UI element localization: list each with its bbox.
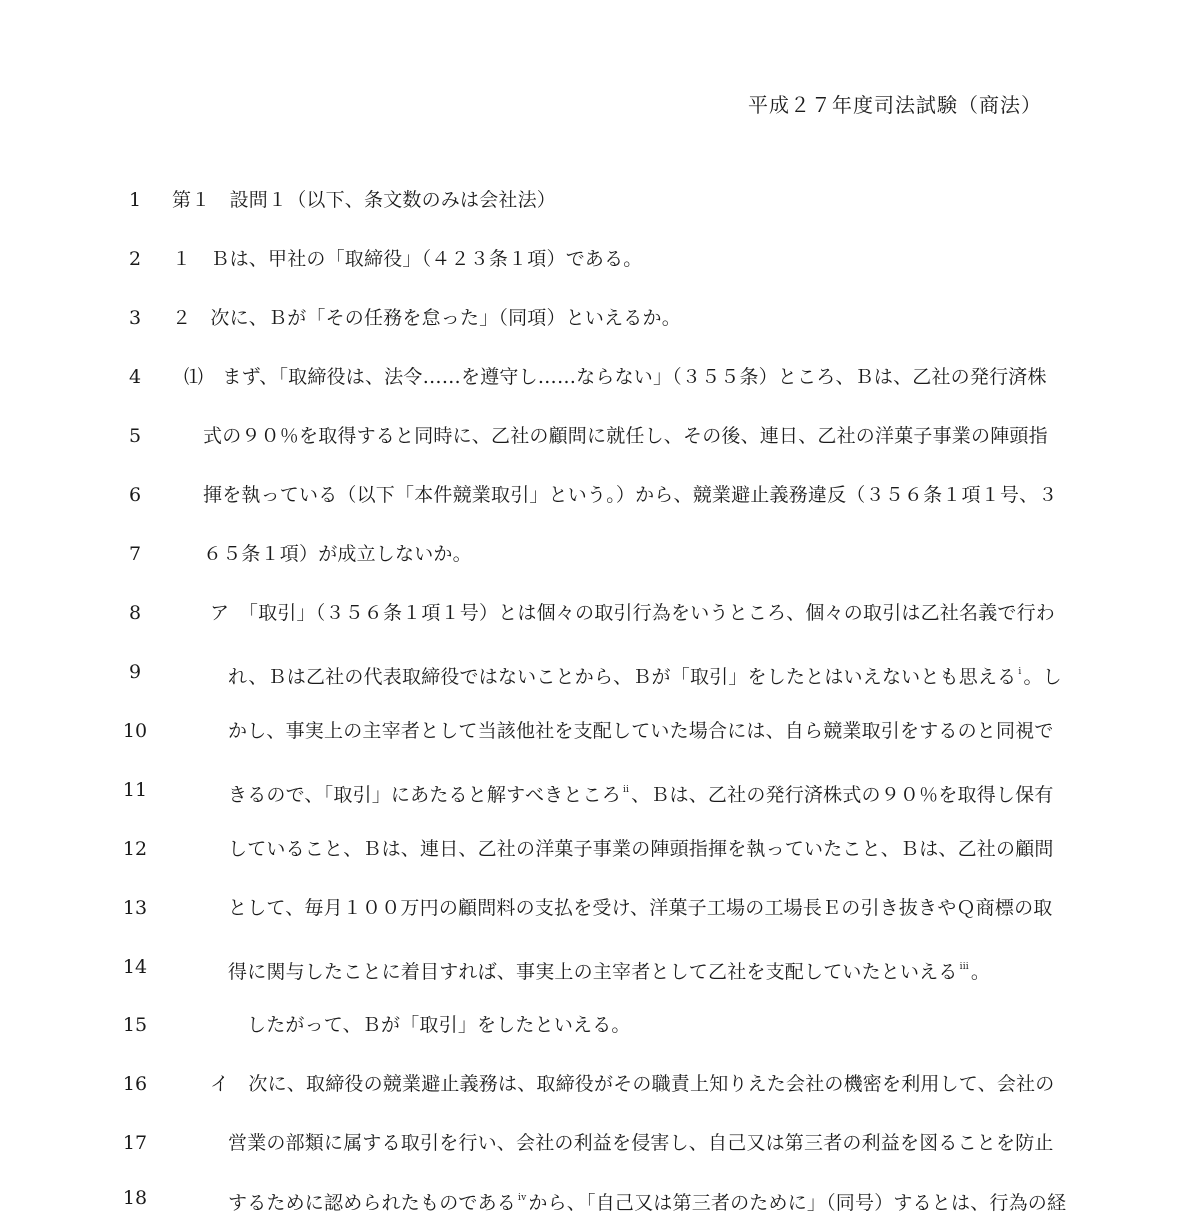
line-text (228, 1183, 1066, 1218)
line-text (228, 775, 1054, 810)
line-number: 8 (128, 602, 142, 624)
line-text: かし、事実上の主宰者として当該他社を支配していた場合には、自ら競業取引をするのと同視で (228, 720, 1054, 742)
line-number: 11 (122, 779, 148, 801)
text-line (0, 716, 1200, 746)
line-text-after: 。 (970, 961, 991, 983)
line-text: 式の９０％を取得すると同時に、乙社の顧問に就任し、その後、連日、乙社の洋菓子事業の陣頭指 (203, 425, 1048, 447)
line-number: 9 (128, 661, 142, 683)
text-line (0, 598, 1200, 628)
footnote-marker[interactable]: iii (959, 962, 969, 972)
line-text-main: きるので、「取引」にあたると解すべきところ (228, 784, 621, 806)
text-line (0, 539, 1200, 569)
line-number: 4 (128, 366, 142, 388)
footnote-marker[interactable]: iv (518, 1193, 527, 1203)
line-number: 5 (128, 425, 142, 447)
line-number: 1 (128, 189, 142, 211)
line-text (228, 657, 1062, 692)
line-text: イ 次に、取締役の競業避止義務は、取締役がその職責上知りえた会社の機密を利用して、会社の (210, 1073, 1055, 1095)
line-text: ⑴ まず、「取締役は、法令……を遵守し……ならない」（３５５条）ところ、Ｂは、乙社の発行済株 (184, 366, 1047, 388)
line-text-after: 、Ｂは、乙社の発行済株式の９０％を取得し保有 (631, 784, 1054, 806)
line-number: 2 (128, 248, 142, 270)
line-text: 第１ 設問１（以下、条文数のみは会社法） (172, 189, 557, 211)
text-line (0, 244, 1200, 274)
text-line (0, 1183, 1200, 1213)
line-text: したがって、Ｂが「取引」をしたといえる。 (247, 1014, 631, 1036)
text-line (0, 775, 1200, 805)
line-text: として、毎月１００万円の顧問料の支払を受け、洋菓子工場の工場長Ｅの引き抜きやＱ商標の取 (228, 897, 1053, 919)
line-text-after: 。し (1023, 666, 1062, 688)
line-number: 12 (122, 838, 148, 860)
line-text-after: から、「自己又は第三者のために」（同号）するとは、行為の経 (528, 1192, 1067, 1214)
line-text: していること、Ｂは、連日、乙社の洋菓子事業の陣頭指揮を執っていたこと、Ｂは、乙社の顧問 (228, 838, 1054, 860)
text-line (0, 893, 1200, 923)
line-text: ２ 次に、Ｂが「その任務を怠った」（同項）といえるか。 (172, 307, 681, 329)
text-line (0, 421, 1200, 451)
line-text: 揮を執っている（以下「本件競業取引」という。）から、競業避止義務違反（３５６条１項１号、３ (203, 484, 1058, 506)
footnote-marker[interactable]: ii (622, 785, 630, 795)
footnote-marker[interactable]: i (1018, 667, 1022, 677)
line-number: 13 (122, 897, 148, 919)
line-number: 16 (122, 1073, 148, 1095)
line-number: 3 (128, 307, 142, 329)
text-line (0, 834, 1200, 864)
line-text (228, 952, 990, 987)
line-number: 7 (128, 543, 142, 565)
document-title: 平成２７年度司法試験（商法） (748, 93, 1042, 117)
line-text: ６５条１項）が成立しないか。 (203, 543, 472, 565)
line-text-main: れ、Ｂは乙社の代表取締役ではないことから、Ｂが「取引」をしたとはいえないとも思える (228, 666, 1017, 688)
line-text: ア 「取引」（３５６条１項１号）とは個々の取引行為をいうところ、個々の取引は乙社名義で行わ (210, 602, 1056, 624)
line-number: 6 (128, 484, 142, 506)
line-number: 15 (122, 1014, 148, 1036)
line-number: 17 (122, 1132, 148, 1154)
text-line (0, 185, 1200, 215)
text-line (0, 657, 1200, 687)
line-number: 18 (122, 1187, 148, 1209)
line-number: 10 (122, 720, 148, 742)
text-line (0, 1128, 1200, 1158)
line-text-main: するために認められたものである (228, 1192, 517, 1214)
line-text: １ Ｂは、甲社の「取締役」（４２３条１項）である。 (172, 248, 643, 270)
text-line (0, 1069, 1200, 1099)
line-text-main: 得に関与したことに着目すれば、事実上の主宰者として乙社を支配していたといえる (228, 961, 958, 983)
text-line (0, 952, 1200, 982)
line-text: 営業の部類に属する取引を行い、会社の利益を侵害し、自己又は第三者の利益を図ることを防止 (228, 1132, 1054, 1154)
text-line (0, 480, 1200, 510)
text-line (0, 362, 1200, 392)
text-line (0, 1010, 1200, 1040)
text-line (0, 303, 1200, 333)
line-number: 14 (122, 956, 148, 978)
